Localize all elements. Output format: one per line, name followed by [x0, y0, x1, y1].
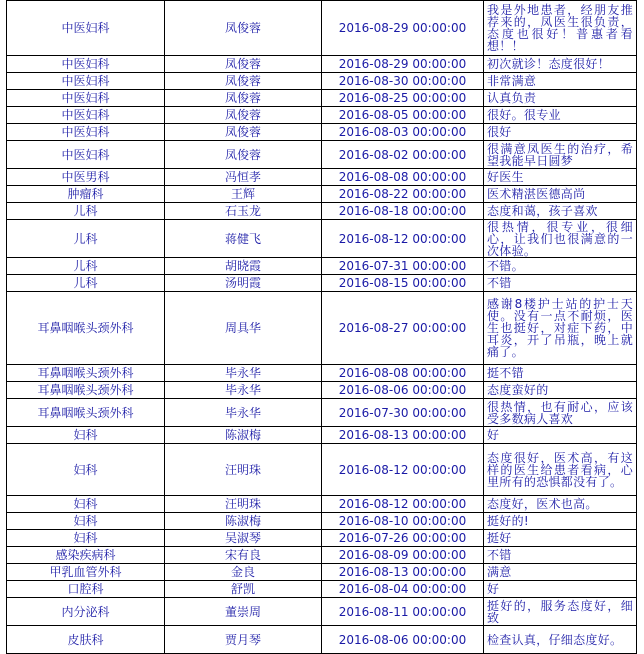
review-time-cell: 2016-07-30 00:00:00	[322, 399, 484, 427]
review-time-cell: 2016-08-13 00:00:00	[322, 427, 484, 444]
table-row	[7, 107, 637, 124]
department-cell: 耳鼻咽喉头颈外科	[7, 399, 165, 427]
comment-cell: 很好	[484, 124, 637, 141]
department-cell: 口腔科	[7, 581, 165, 598]
department-cell: 妇科	[7, 530, 165, 547]
doctor-cell: 凤俊蓉	[165, 56, 322, 73]
department-cell: 中医妇科	[7, 1, 165, 56]
review-time-cell: 2016-08-12 00:00:00	[322, 444, 484, 496]
review-time-cell: 2016-08-29 00:00:00	[322, 56, 484, 73]
doctor-cell: 毕永华	[165, 399, 322, 427]
doctor-cell: 凤俊蓉	[165, 1, 322, 56]
doctor-cell: 陈淑梅	[165, 427, 322, 444]
department-cell: 妇科	[7, 444, 165, 496]
comment-cell: 医术精湛医德高尚	[484, 186, 637, 203]
comment-cell: 态度好，医术也高。	[484, 496, 637, 513]
review-time-cell: 2016-08-05 00:00:00	[322, 107, 484, 124]
doctor-cell: 胡晓霞	[165, 258, 322, 275]
comment-cell: 态度和蔼，孩子喜欢	[484, 203, 637, 220]
comment-cell: 好	[484, 427, 637, 444]
review-time-cell: 2016-07-26 00:00:00	[322, 530, 484, 547]
review-table-body	[7, 1, 637, 654]
doctor-cell: 凤俊蓉	[165, 73, 322, 90]
comment-cell: 初次就诊！态度很好！	[484, 56, 637, 73]
department-cell: 耳鼻咽喉头颈外科	[7, 292, 165, 365]
review-time-cell: 2016-08-10 00:00:00	[322, 513, 484, 530]
doctor-cell: 董崇周	[165, 598, 322, 626]
department-cell: 中医妇科	[7, 124, 165, 141]
comment-cell: 态度很好，医术高，有这样的医生给患者看病，心里所有的恐惧都没有了。	[484, 444, 637, 496]
table-row	[7, 365, 637, 382]
comment-cell: 挺好的!	[484, 513, 637, 530]
review-time-cell: 2016-08-12 00:00:00	[322, 496, 484, 513]
comment-cell: 很热情，也有耐心，应该受多数病人喜欢	[484, 399, 637, 427]
table-row	[7, 496, 637, 513]
comment-cell: 挺好	[484, 530, 637, 547]
department-cell: 肿瘤科	[7, 186, 165, 203]
doctor-cell: 毕永华	[165, 382, 322, 399]
comment-cell: 态度蛮好的	[484, 382, 637, 399]
table-row	[7, 220, 637, 258]
doctor-cell: 金良	[165, 564, 322, 581]
table-row	[7, 292, 637, 365]
table-row	[7, 399, 637, 427]
review-time-cell: 2016-08-12 00:00:00	[322, 220, 484, 258]
doctor-cell: 贾月琴	[165, 626, 322, 654]
review-time-cell: 2016-08-06 00:00:00	[322, 626, 484, 654]
department-cell: 妇科	[7, 496, 165, 513]
department-cell: 中医男科	[7, 169, 165, 186]
table-row	[7, 186, 637, 203]
comment-cell: 检查认真，仔细态度好。	[484, 626, 637, 654]
doctor-cell: 陈淑梅	[165, 513, 322, 530]
review-time-cell: 2016-08-09 00:00:00	[322, 547, 484, 564]
table-row	[7, 513, 637, 530]
comment-cell: 不错	[484, 547, 637, 564]
department-cell: 中医妇科	[7, 56, 165, 73]
department-cell: 妇科	[7, 513, 165, 530]
table-row	[7, 141, 637, 169]
table-row	[7, 427, 637, 444]
doctor-cell: 汪明珠	[165, 496, 322, 513]
doctor-cell: 汤明霞	[165, 275, 322, 292]
comment-cell: 不错。	[484, 258, 637, 275]
department-cell: 中医妇科	[7, 141, 165, 169]
review-time-cell: 2016-08-04 00:00:00	[322, 581, 484, 598]
doctor-cell: 宋有良	[165, 547, 322, 564]
department-cell: 儿科	[7, 203, 165, 220]
review-time-cell: 2016-08-15 00:00:00	[322, 275, 484, 292]
review-time-cell: 2016-08-03 00:00:00	[322, 124, 484, 141]
doctor-cell: 吴淑琴	[165, 530, 322, 547]
comment-cell: 我是外地患者，经朋友推荐来的，凤医生很负责，态度也很好！普惠者看想！！	[484, 1, 637, 56]
department-cell: 中医妇科	[7, 90, 165, 107]
comment-cell: 好医生	[484, 169, 637, 186]
table-row	[7, 598, 637, 626]
table-row	[7, 1, 637, 56]
doctor-cell: 冯恒孝	[165, 169, 322, 186]
review-time-cell: 2016-07-31 00:00:00	[322, 258, 484, 275]
doctor-cell: 汪明珠	[165, 444, 322, 496]
comment-cell: 非常满意	[484, 73, 637, 90]
department-cell: 耳鼻咽喉头颈外科	[7, 365, 165, 382]
comment-cell: 挺不错	[484, 365, 637, 382]
table-row	[7, 382, 637, 399]
department-cell: 中医妇科	[7, 107, 165, 124]
review-time-cell: 2016-08-08 00:00:00	[322, 365, 484, 382]
doctor-cell: 凤俊蓉	[165, 90, 322, 107]
table-row	[7, 203, 637, 220]
doctor-cell: 舒凯	[165, 581, 322, 598]
review-time-cell: 2016-08-30 00:00:00	[322, 73, 484, 90]
comment-cell: 挺好的，服务态度好，细致	[484, 598, 637, 626]
review-time-cell: 2016-08-29 00:00:00	[322, 1, 484, 56]
doctor-cell: 石玉龙	[165, 203, 322, 220]
review-time-cell: 2016-08-22 00:00:00	[322, 186, 484, 203]
review-time-cell: 2016-08-06 00:00:00	[322, 382, 484, 399]
comment-cell: 很满意凤医生的治疗，希望我能早日圆梦	[484, 141, 637, 169]
table-row	[7, 258, 637, 275]
comment-cell: 感谢8楼护士站的护士天使。没有一点不耐烦，医生也挺好，对症下药，中耳炎，开了吊瓶，晚上就痛了。	[484, 292, 637, 365]
doctor-cell: 王辉	[165, 186, 322, 203]
doctor-cell: 蒋健飞	[165, 220, 322, 258]
department-cell: 耳鼻咽喉头颈外科	[7, 382, 165, 399]
review-time-cell: 2016-08-27 00:00:00	[322, 292, 484, 365]
comment-cell: 很热情，很专业，很细心，让我们也很满意的一次体验。	[484, 220, 637, 258]
table-row	[7, 547, 637, 564]
department-cell: 儿科	[7, 220, 165, 258]
department-cell: 妇科	[7, 427, 165, 444]
review-time-cell: 2016-08-11 00:00:00	[322, 598, 484, 626]
table-row	[7, 90, 637, 107]
table-row	[7, 169, 637, 186]
comment-cell: 好	[484, 581, 637, 598]
doctor-cell: 凤俊蓉	[165, 107, 322, 124]
table-row	[7, 275, 637, 292]
table-row	[7, 56, 637, 73]
department-cell: 皮肤科	[7, 626, 165, 654]
department-cell: 儿科	[7, 258, 165, 275]
table-row	[7, 564, 637, 581]
table-row	[7, 73, 637, 90]
table-row	[7, 444, 637, 496]
table-row	[7, 581, 637, 598]
review-table	[6, 0, 637, 654]
doctor-cell: 毕永华	[165, 365, 322, 382]
review-time-cell: 2016-08-13 00:00:00	[322, 564, 484, 581]
review-time-cell: 2016-08-18 00:00:00	[322, 203, 484, 220]
department-cell: 甲乳血管外科	[7, 564, 165, 581]
table-row	[7, 626, 637, 654]
department-cell: 儿科	[7, 275, 165, 292]
review-time-cell: 2016-08-02 00:00:00	[322, 141, 484, 169]
review-time-cell: 2016-08-08 00:00:00	[322, 169, 484, 186]
doctor-cell: 周具华	[165, 292, 322, 365]
doctor-cell: 凤俊蓉	[165, 141, 322, 169]
doctor-cell: 凤俊蓉	[165, 124, 322, 141]
comment-cell: 不错	[484, 275, 637, 292]
table-row	[7, 530, 637, 547]
comment-cell: 认真负责	[484, 90, 637, 107]
department-cell: 感染疾病科	[7, 547, 165, 564]
table-row	[7, 124, 637, 141]
department-cell: 内分泌科	[7, 598, 165, 626]
review-time-cell: 2016-08-25 00:00:00	[322, 90, 484, 107]
department-cell: 中医妇科	[7, 73, 165, 90]
comment-cell: 满意	[484, 564, 637, 581]
comment-cell: 很好。很专业	[484, 107, 637, 124]
